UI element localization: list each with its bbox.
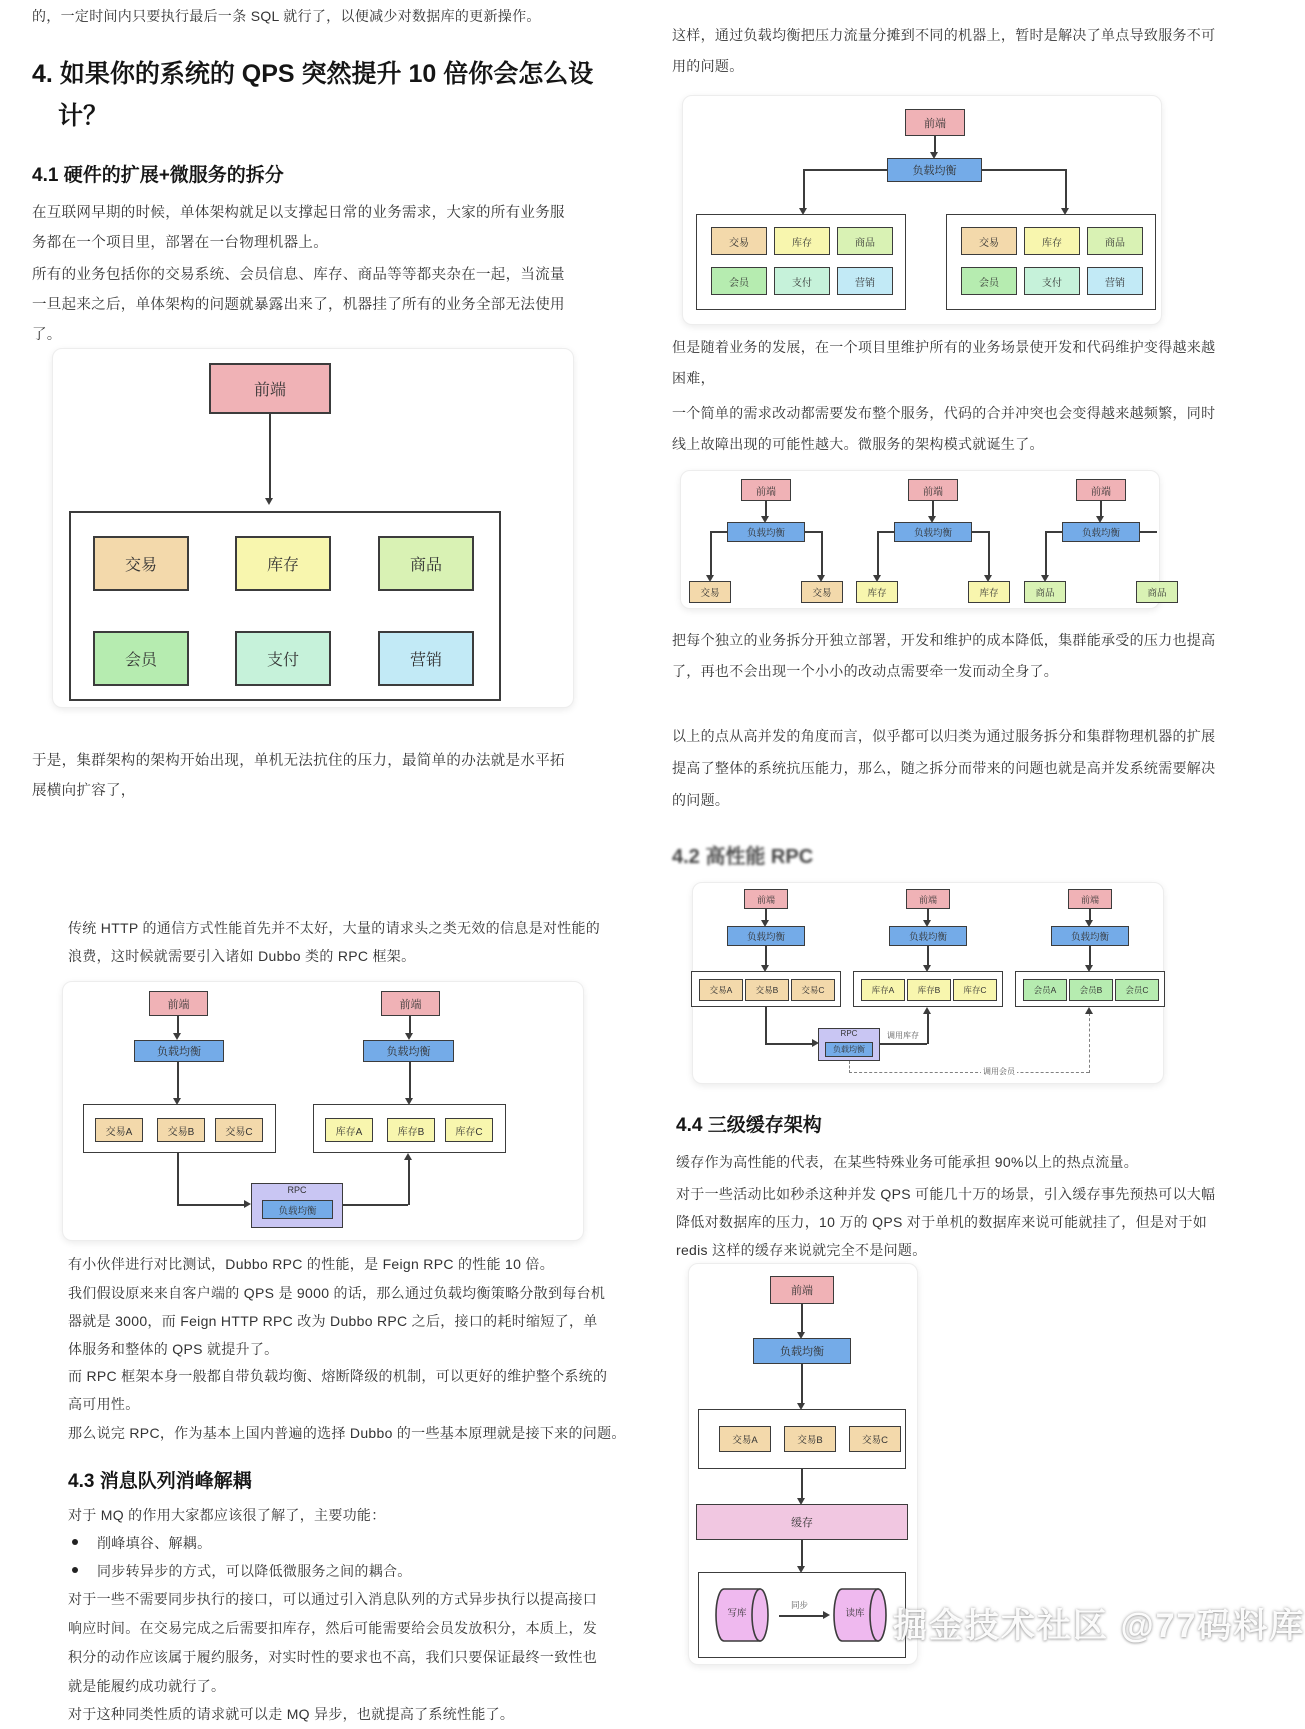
load-balancer-node <box>753 1338 851 1364</box>
connector-line <box>765 1043 812 1045</box>
paragraph: 对于一些活动比如秒杀这种并发 QPS 可能几十万的场景，引入缓存事先预热可以大幅降低对数据库的压力，10 万的 QPS 对于单机的数据库来说可能就挂了，但是对于如 redis 这样的缓存来说就完全不是问题。 <box>676 1186 1216 1258</box>
rpc-node <box>251 1183 343 1228</box>
trade-b-node <box>745 979 789 1001</box>
section-4-2-heading-clipped <box>672 840 972 868</box>
arrowhead-right <box>823 1611 830 1619</box>
stock-label: 库存 <box>1042 237 1062 249</box>
load-balancer-label: 负载均衡 <box>913 528 952 539</box>
cache-label: 缓存 <box>791 1517 813 1529</box>
frontend-node <box>381 991 440 1016</box>
trade-label: 交易 <box>700 588 720 599</box>
trade-a-label: 交易A <box>709 985 733 995</box>
connector-line <box>927 1013 929 1044</box>
paragraph: 对于一些不需要同步执行的接口，可以通过引入消息队列的方式异步执行以提高接口响应时间。在交易完成之后需要扣库存，然后可能需要给会员发放积分，本质上，发积分的动作应该属于履约服务，对实时性的要求也不高，我们只要保证最终一致性也就是能履约成功就行了。 <box>68 1591 598 1694</box>
trade-node <box>801 581 843 603</box>
product-node <box>1136 581 1178 603</box>
connector-line <box>177 1016 179 1033</box>
connector-line <box>765 1007 767 1044</box>
trade-node <box>93 536 189 591</box>
frontend-node <box>149 991 208 1016</box>
product-node <box>1087 227 1143 255</box>
arrowhead-right <box>244 1200 251 1208</box>
member-a-node <box>1023 979 1067 1001</box>
section-4-1-heading: 4.1 硬件的扩展+微服务的拆分 <box>32 165 284 186</box>
product-node <box>378 536 474 591</box>
member-label: 会员 <box>729 277 749 289</box>
paragraph: 在互联网早期的时候，单体架构就足以支撑起日常的业务需求，大家的所有业务服务都在一个项目里，部署在一台物理机器上。 <box>32 205 565 251</box>
frontend-node <box>1068 889 1112 909</box>
trade-c-label: 交易C <box>225 1126 253 1138</box>
pay-node <box>235 631 331 686</box>
trade-a-node <box>719 1426 771 1452</box>
connector-line <box>932 501 934 516</box>
diagram-rpc-left <box>62 981 584 1241</box>
member-node <box>961 267 1017 295</box>
arrowhead-down <box>265 498 273 505</box>
load-balancer-node <box>727 926 805 946</box>
trade-a-label: 交易A <box>105 1126 133 1138</box>
edge-label-sync: 同步 <box>791 1600 809 1610</box>
rpc-load-balancer-node <box>262 1200 333 1219</box>
marketing-node <box>1087 267 1143 295</box>
load-balancer-node <box>727 522 805 542</box>
load-balancer-node <box>1062 522 1140 542</box>
trade-b-node <box>784 1426 836 1452</box>
read-db-node <box>831 1583 893 1647</box>
trade-c-label: 交易C <box>801 985 825 995</box>
marketing-label: 营销 <box>1105 277 1125 289</box>
connector-line <box>803 169 887 171</box>
frontend-label: 前端 <box>1080 894 1099 905</box>
connector-line <box>927 909 929 920</box>
dashed-connector-line <box>1089 1013 1090 1073</box>
connector-line <box>409 1016 411 1033</box>
bullet-text: 同步转异步的方式，可以降低微服务之间的耦合。 <box>97 1563 412 1579</box>
connector-line <box>934 136 936 152</box>
paragraph: 一个简单的需求改动都需要发布整个服务，代码的合并冲突也会变得越来越频繁，同时线上故障出现的可能性越大。微服务的架构模式就诞生了。 <box>672 405 1216 452</box>
pay-label: 支付 <box>792 277 812 289</box>
load-balancer-label: 负载均衡 <box>278 1205 317 1217</box>
stock-node <box>856 581 898 603</box>
load-balancer-label: 负载均衡 <box>1070 932 1109 943</box>
frontend-label: 前端 <box>399 998 422 1011</box>
connector-line <box>801 1540 803 1566</box>
connector-line <box>765 501 767 516</box>
connector-line <box>1065 169 1067 208</box>
frontend-node <box>906 889 950 909</box>
connector-line <box>1140 531 1157 533</box>
stock-label: 库存 <box>979 588 999 599</box>
product-label: 商品 <box>1035 588 1055 599</box>
frontend-label: 前端 <box>924 117 946 130</box>
trade-c-node <box>791 979 835 1001</box>
section-4-heading <box>32 53 610 137</box>
marketing-label: 营销 <box>855 277 875 289</box>
member-a-label: 会员A <box>1033 985 1057 995</box>
connector-line <box>343 1204 408 1206</box>
write-db-node <box>713 1583 775 1647</box>
load-balancer-node <box>363 1040 454 1062</box>
paragraph: 对于 MQ 的作用大家都应该很了解了，主要功能： <box>68 1507 386 1523</box>
load-balancer-label: 负载均衡 <box>746 528 785 539</box>
member-c-label: 会员C <box>1125 985 1149 995</box>
member-label: 会员 <box>124 652 157 669</box>
stock-c-label: 库存C <box>963 985 987 995</box>
stock-b-node <box>907 979 951 1001</box>
connector-line <box>927 946 929 965</box>
trade-c-node <box>215 1118 263 1142</box>
marketing-node <box>837 267 893 295</box>
trade-label: 交易 <box>729 237 749 249</box>
stock-label: 库存 <box>266 557 299 574</box>
trade-node <box>711 227 767 255</box>
write-db-label: 写库 <box>727 1608 747 1619</box>
connector-line <box>177 1153 179 1205</box>
arrowhead-up <box>404 1153 412 1160</box>
member-cluster-box <box>1015 971 1165 1007</box>
paragraph: 把每个独立的业务拆分开独立部署，开发和维护的成本降低，集群能承受的压力也提高了，再也不会出现一个小小的改动点需要牵一发而动全身了。 <box>672 632 1216 679</box>
pay-label: 支付 <box>266 652 299 669</box>
monolith-replica-box <box>946 214 1156 310</box>
diagram-rpc-right <box>692 882 1164 1084</box>
diagram-microservices <box>680 470 1167 609</box>
load-balancer-label: 负载均衡 <box>1081 528 1120 539</box>
member-b-node <box>1069 979 1113 1001</box>
edge-label-call-member: 调用会员 <box>983 1067 1015 1076</box>
frontend-node <box>908 479 958 501</box>
stock-b-node <box>387 1118 435 1142</box>
connector-line <box>801 1364 803 1403</box>
connector-line <box>877 531 879 575</box>
load-balancer-node <box>894 522 972 542</box>
connector-line <box>880 1043 927 1045</box>
stock-node <box>774 227 830 255</box>
section-4-number: 4. <box>32 60 53 88</box>
load-balancer-node <box>889 926 967 946</box>
stock-c-node <box>953 979 997 1001</box>
monolith-replica-box <box>696 214 906 310</box>
cache-node <box>696 1504 908 1540</box>
connector-line <box>988 531 990 575</box>
paragraph: 我们假设原来来自客户端的 QPS 是 9000 的话，那么通过负载均衡策略分散到每台机器就是 3000，而 Feign HTTP RPC 改为 Dubbo RPC 之后，接口的耗时缩短了，单体服务和整体的 QPS 就提升了。 <box>68 1285 606 1357</box>
trade-label: 交易 <box>979 237 999 249</box>
connector-line <box>177 1062 179 1098</box>
load-balancer-label: 负载均衡 <box>908 932 947 943</box>
stock-cluster-box <box>853 971 1003 1007</box>
frontend-label: 前端 <box>167 998 190 1011</box>
trade-a-node <box>95 1118 143 1142</box>
stock-b-label: 库存B <box>397 1126 425 1138</box>
paragraph: 于是，集群架构的架构开始出现，单机无法抗住的压力，最简单的办法就是水平拓展横向扩容了， <box>32 753 565 799</box>
frontend-node <box>209 363 331 414</box>
section-4-title: 如果你的系统的 QPS 突然提升 10 倍你会怎么设计？ <box>58 60 594 130</box>
frontend-node <box>770 1276 834 1304</box>
stock-label: 库存 <box>792 237 812 249</box>
paragraph: 缓存作为高性能的代表，在某些特殊业务可能承担 90%以上的热点流量。 <box>676 1154 1139 1170</box>
marketing-node <box>378 631 474 686</box>
marketing-label: 营销 <box>409 652 442 669</box>
product-label: 商品 <box>1147 588 1167 599</box>
connector-line <box>765 909 767 920</box>
paragraph: 有小伙伴进行对比测试，Dubbo RPC 的性能，是 Feign RPC 的性能 10 倍。 <box>68 1256 554 1272</box>
connector-line <box>1045 531 1062 533</box>
stock-a-label: 库存A <box>871 985 895 995</box>
connector-line <box>1100 501 1102 516</box>
connector-line <box>982 169 1066 171</box>
load-balancer-label: 负载均衡 <box>833 1045 865 1054</box>
product-label: 商品 <box>855 237 875 249</box>
paragraph: 以上的点从高并发的角度而言，似乎都可以归类为通过服务拆分和集群物理机器的扩展提高了整体的系统抗压能力，那么，随之拆分而带来的问题也就是高并发系统需要解决的问题。 <box>672 728 1216 808</box>
watermark: 掘金技术社区 @77码料库 <box>893 1607 1305 1645</box>
read-db-label: 读库 <box>845 1608 865 1619</box>
connector-line <box>269 414 271 498</box>
connector-line <box>779 1615 823 1617</box>
arrowhead-up <box>923 1007 931 1014</box>
frontend-label: 前端 <box>918 894 937 905</box>
paragraph: 传统 HTTP 的通信方式性能首先并不太好，大量的请求头之类无效的信息是对性能的浪费，这时候就需要引入诸如 Dubbo 类的 RPC 框架。 <box>68 920 601 964</box>
connector-line <box>972 531 989 533</box>
diagram-monolith <box>52 348 574 708</box>
rpc-label: RPC <box>840 1029 858 1038</box>
diagram-cache <box>688 1263 918 1665</box>
rpc-label: RPC <box>287 1185 307 1195</box>
load-balancer-node <box>887 158 982 182</box>
connector-line <box>805 531 822 533</box>
bullet-text: 削峰填谷、解耦。 <box>97 1535 212 1551</box>
frontend-label: 前端 <box>791 1285 813 1297</box>
trade-a-label: 交易A <box>732 1435 758 1446</box>
monolith-box <box>69 511 501 701</box>
trade-a-node <box>699 979 743 1001</box>
connector-line <box>1089 946 1091 965</box>
trade-b-label: 交易B <box>167 1126 195 1138</box>
connector-line <box>408 1159 410 1205</box>
database-box <box>698 1572 906 1658</box>
paragraph: 但是随着业务的发展，在一个项目里维护所有的业务场景使开发和代码维护变得越来越困难， <box>672 339 1216 386</box>
stock-label: 库存 <box>867 588 887 599</box>
load-balancer-label: 负载均衡 <box>386 1046 431 1058</box>
trade-b-node <box>157 1118 205 1142</box>
connector-line <box>801 1304 803 1332</box>
connector-line <box>1045 531 1047 575</box>
stock-node <box>235 536 331 591</box>
arrowhead-right <box>812 1039 819 1047</box>
load-balancer-node <box>134 1040 224 1062</box>
trade-cluster-box <box>691 971 841 1007</box>
product-label: 商品 <box>1105 237 1125 249</box>
connector-line <box>765 946 767 965</box>
arrowhead-down <box>173 1033 181 1040</box>
load-balancer-node <box>1051 926 1129 946</box>
pay-node <box>1024 267 1080 295</box>
bottom-clipped-line: 对于这种同类性质的请求就可以走 MQ 异步，也就提高了系统性能了。 <box>68 1706 515 1722</box>
trade-label: 交易 <box>812 588 832 599</box>
frontend-node <box>1076 479 1126 501</box>
frontend-node <box>744 889 788 909</box>
paragraph: 这样，通过负载均衡把压力流量分摊到不同的机器上，暂时是解决了单点导致服务不可用的问题。 <box>672 27 1216 74</box>
product-label: 商品 <box>409 557 442 574</box>
diagram-cluster <box>682 95 1162 325</box>
stock-node <box>1024 227 1080 255</box>
pay-node <box>774 267 830 295</box>
stock-a-node <box>861 979 905 1001</box>
connector-line <box>821 531 823 575</box>
left-top-clipped-line: 的，一定时间内只要执行最后一条 SQL 就行了，以便减少对数据库的更新操作。 <box>32 8 541 24</box>
section-4-3-heading: 4.3 消息队列消峰解耦 <box>68 1471 252 1492</box>
connector-line <box>409 1062 411 1098</box>
trade-cluster-box <box>698 1409 906 1469</box>
load-balancer-label: 负载均衡 <box>912 165 957 177</box>
paragraph: 而 RPC 框架本身一般都自带负载均衡、熔断降级的机制，可以更好的维护整个系统的高可用性。 <box>68 1368 608 1412</box>
trade-c-label: 交易C <box>862 1435 888 1446</box>
trade-cluster-box <box>83 1104 276 1153</box>
member-node <box>93 631 189 686</box>
stock-c-node <box>445 1118 493 1142</box>
rpc-node <box>818 1028 880 1061</box>
frontend-label: 前端 <box>923 486 943 498</box>
member-label: 会员 <box>979 277 999 289</box>
bullet-icon <box>72 1539 78 1545</box>
frontend-label: 前端 <box>756 486 776 498</box>
load-balancer-label: 负载均衡 <box>746 932 785 943</box>
product-node <box>1024 581 1066 603</box>
stock-c-label: 库存C <box>455 1126 483 1138</box>
product-node <box>837 227 893 255</box>
section-4-4-heading: 4.4 三级缓存架构 <box>676 1115 822 1136</box>
paragraph: 那么说完 RPC，作为基本上国内普遍的选择 Dubbo 的一些基本原理就是接下来的问题。 <box>68 1425 626 1441</box>
edge-label-call-stock: 调用库存 <box>887 1031 919 1040</box>
frontend-node <box>741 479 791 501</box>
rpc-load-balancer-node <box>825 1042 873 1057</box>
trade-b-label: 交易B <box>797 1435 823 1446</box>
frontend-node <box>905 109 965 136</box>
trade-c-node <box>849 1426 901 1452</box>
trade-label: 交易 <box>124 557 157 574</box>
member-b-label: 会员B <box>1079 985 1103 995</box>
connector-line <box>710 531 712 575</box>
member-c-node <box>1115 979 1159 1001</box>
connector-line <box>177 1204 244 1206</box>
arrowhead-down <box>405 1033 413 1040</box>
arrowhead-up <box>1085 1007 1093 1014</box>
pay-label: 支付 <box>1042 277 1062 289</box>
trade-b-label: 交易B <box>755 985 779 995</box>
frontend-label: 前端 <box>1091 486 1111 498</box>
member-node <box>711 267 767 295</box>
frontend-label: 前端 <box>253 382 286 399</box>
paragraph: 所有的业务包括你的交易系统、会员信息、库存、商品等等都夹杂在一起，当流量一旦起来之后，单体架构的问题就暴露出来了，机器挂了所有的业务全部无法使用了。 <box>32 267 565 343</box>
stock-a-label: 库存A <box>335 1126 363 1138</box>
stock-node <box>968 581 1010 603</box>
dashed-connector-line <box>849 1072 1089 1073</box>
connector-line <box>1089 909 1091 920</box>
load-balancer-label: 负载均衡 <box>780 1346 824 1358</box>
section-4-2-heading: 4.2 高性能 RPC <box>672 846 814 868</box>
connector-line <box>877 531 894 533</box>
stock-cluster-box <box>313 1104 506 1153</box>
connector-line <box>803 169 805 208</box>
bullet-icon <box>72 1567 78 1573</box>
connector-line <box>710 531 727 533</box>
trade-node <box>961 227 1017 255</box>
stock-b-label: 库存B <box>917 985 941 995</box>
trade-node <box>689 581 731 603</box>
stock-a-node <box>325 1118 373 1142</box>
connector-line <box>801 1469 803 1498</box>
frontend-label: 前端 <box>756 894 775 905</box>
load-balancer-label: 负载均衡 <box>157 1046 201 1058</box>
